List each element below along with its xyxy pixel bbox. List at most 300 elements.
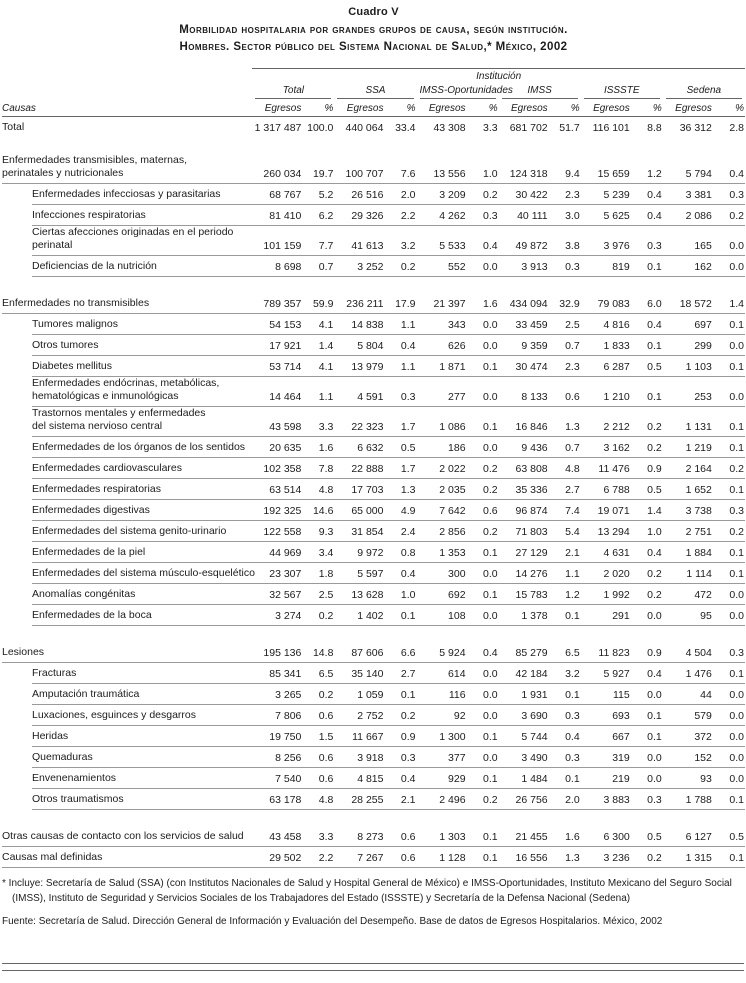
col-group-label: IMSS-Oportunidades xyxy=(420,85,496,99)
egresos-value: 1 652 xyxy=(663,479,717,500)
egresos-value: 1 315 xyxy=(663,847,717,868)
egresos-value: 2 212 xyxy=(581,407,635,437)
egresos-value: 108 xyxy=(417,605,471,626)
egresos-value: 377 xyxy=(417,747,471,768)
egresos-value: 186 xyxy=(417,437,471,458)
percent-value: 0.2 xyxy=(717,458,745,479)
egresos-header: Egresos xyxy=(499,99,553,117)
percent-value: 17.9 xyxy=(388,293,416,314)
egresos-value: 1 103 xyxy=(663,356,717,377)
percent-value: 0.0 xyxy=(635,605,663,626)
percent-value: 0.0 xyxy=(471,747,499,768)
percent-value: 51.7 xyxy=(559,122,580,135)
egresos-value: 3 490 xyxy=(499,747,553,768)
percent-value: 1.1 xyxy=(553,563,581,584)
percent-value: 9.4 xyxy=(553,154,581,184)
percent-value: 7.8 xyxy=(306,458,334,479)
egresos-value: 6 300 xyxy=(581,826,635,847)
percent-value: 0.4 xyxy=(471,642,499,663)
col-group-label: Total xyxy=(255,85,331,99)
egresos-value: 27 129 xyxy=(499,542,553,563)
egresos-value: 26 516 xyxy=(334,184,388,205)
egresos-value: 102 358 xyxy=(252,458,306,479)
percent-value: 0.1 xyxy=(471,826,499,847)
percent-value: 0.0 xyxy=(717,684,745,705)
table-row xyxy=(2,154,745,184)
egresos-value: 21 397 xyxy=(417,293,471,314)
percent-value: 2.5 xyxy=(553,314,581,335)
egresos-value: 692 xyxy=(417,584,471,605)
egresos-value: 43 598 xyxy=(252,407,306,437)
percent-value: 59.9 xyxy=(306,293,334,314)
percent-value: 0.0 xyxy=(717,768,745,789)
egresos-value: 8 256 xyxy=(252,747,306,768)
percent-value: 1.1 xyxy=(388,356,416,377)
egresos-value: 697 xyxy=(663,314,717,335)
egresos-value: 44 xyxy=(663,684,717,705)
percent-value: 0.3 xyxy=(635,789,663,810)
percent-value: 0.1 xyxy=(471,768,499,789)
percent-value: 0.1 xyxy=(553,684,581,705)
col-group-ssa xyxy=(334,83,416,99)
percent-value: 33.4 xyxy=(395,122,416,135)
egresos-value: 440 064 xyxy=(345,122,384,135)
percent-value: 0.2 xyxy=(635,407,663,437)
egresos-value: 1 059 xyxy=(334,684,388,705)
percent-value: 0.9 xyxy=(635,458,663,479)
percent-value: 0.1 xyxy=(717,407,745,437)
egresos-value: 1 086 xyxy=(417,407,471,437)
egresos-value: 35 140 xyxy=(334,663,388,684)
percent-value: 0.6 xyxy=(553,377,581,407)
egresos-value: 101 159 xyxy=(252,226,306,256)
egresos-value: 667 xyxy=(581,726,635,747)
percent-value: 0.1 xyxy=(717,663,745,684)
table-row xyxy=(2,747,745,768)
egresos-value: 65 000 xyxy=(334,500,388,521)
egresos-value: 5 533 xyxy=(417,226,471,256)
egresos-value: 13 294 xyxy=(581,521,635,542)
percent-value: 0.7 xyxy=(553,437,581,458)
percent-value: 0.1 xyxy=(717,789,745,810)
egresos-value: 15 659 xyxy=(581,154,635,184)
percent-value: 0.3 xyxy=(388,747,416,768)
egresos-value: 2 035 xyxy=(417,479,471,500)
egresos-value: 92 xyxy=(417,705,471,726)
percent-value: 0.1 xyxy=(635,726,663,747)
egresos-value: 16 846 xyxy=(499,407,553,437)
percent-value: 0.1 xyxy=(471,726,499,747)
percent-value: 0.5 xyxy=(717,826,745,847)
egresos-value: 319 xyxy=(581,747,635,768)
percent-value: 5.4 xyxy=(553,521,581,542)
table-row xyxy=(2,184,745,205)
egresos-value: 2 752 xyxy=(334,705,388,726)
egresos-value: 5 804 xyxy=(334,335,388,356)
egresos-header: Egresos xyxy=(252,99,306,117)
row-label: Enfermedades del sistema genito-urinario xyxy=(2,521,252,542)
percent-value: 1.5 xyxy=(306,726,334,747)
percent-header: % xyxy=(471,99,499,117)
col-group-label: SSA xyxy=(337,85,413,99)
egresos-value: 81 410 xyxy=(252,205,306,226)
percent-value: 0.6 xyxy=(471,500,499,521)
table-row xyxy=(2,205,745,226)
egresos-header: Egresos xyxy=(334,99,388,117)
percent-value: 0.0 xyxy=(471,377,499,407)
percent-value: 3.3 xyxy=(482,122,498,135)
table-row xyxy=(2,356,745,377)
percent-value: 1.4 xyxy=(635,500,663,521)
row-label: Fracturas xyxy=(2,663,252,684)
percent-value: 7.6 xyxy=(388,154,416,184)
table-row xyxy=(2,605,745,626)
percent-value: 0.2 xyxy=(635,563,663,584)
table-body xyxy=(2,117,745,868)
egresos-value: 4 631 xyxy=(581,542,635,563)
bottom-double-rule xyxy=(2,963,744,971)
egresos-value: 14 276 xyxy=(499,563,553,584)
percent-value: 0.1 xyxy=(553,768,581,789)
causas-header: Causas xyxy=(2,99,252,117)
percent-value: 2.1 xyxy=(553,542,581,563)
egresos-value: 3 162 xyxy=(581,437,635,458)
egresos-value: 434 094 xyxy=(499,293,553,314)
percent-value: 0.6 xyxy=(388,847,416,868)
egresos-value: 1 833 xyxy=(581,335,635,356)
percent-value: 0.1 xyxy=(635,705,663,726)
egresos-value: 2 022 xyxy=(417,458,471,479)
egresos-value: 35 336 xyxy=(499,479,553,500)
egresos-value: 8 133 xyxy=(499,377,553,407)
percent-value: 0.6 xyxy=(306,768,334,789)
egresos-value: 31 854 xyxy=(334,521,388,542)
percent-value: 0.1 xyxy=(635,256,663,277)
egresos-value: 300 xyxy=(417,563,471,584)
egresos-value: 4 262 xyxy=(417,205,471,226)
percent-value: 0.2 xyxy=(306,605,334,626)
egresos-value: 22 323 xyxy=(334,407,388,437)
percent-value: 2.2 xyxy=(388,205,416,226)
percent-value: 6.0 xyxy=(635,293,663,314)
percent-value: 0.1 xyxy=(635,335,663,356)
percent-value: 0.1 xyxy=(471,847,499,868)
percent-value: 2.7 xyxy=(553,479,581,500)
egresos-value: 85 279 xyxy=(499,642,553,663)
egresos-value: 93 xyxy=(663,768,717,789)
table-row xyxy=(2,335,745,356)
percent-value: 0.5 xyxy=(635,356,663,377)
egresos-value: 36 312 xyxy=(679,122,712,135)
percent-value: 0.2 xyxy=(635,437,663,458)
percent-value: 7.7 xyxy=(306,226,334,256)
percent-value: 0.0 xyxy=(471,563,499,584)
table-row xyxy=(2,826,745,847)
egresos-value: 3 274 xyxy=(252,605,306,626)
egresos-value: 219 xyxy=(581,768,635,789)
egresos-value: 11 823 xyxy=(581,642,635,663)
col-group-label: IMSS xyxy=(502,85,578,99)
percent-value: 0.3 xyxy=(717,642,745,663)
percent-value: 0.1 xyxy=(471,584,499,605)
percent-value: 1.4 xyxy=(306,335,334,356)
egresos-header: Egresos xyxy=(417,99,471,117)
percent-value: 1.6 xyxy=(306,437,334,458)
percent-value: 4.8 xyxy=(306,479,334,500)
row-label: Trastornos mentales y enfermedades del sistema nervioso central xyxy=(2,407,252,437)
percent-value: 1.1 xyxy=(388,314,416,335)
table-row xyxy=(2,458,745,479)
percent-value: 2.5 xyxy=(306,584,334,605)
percent-value: 0.4 xyxy=(471,226,499,256)
egresos-value: 3 913 xyxy=(499,256,553,277)
percent-value: 0.0 xyxy=(717,256,745,277)
egresos-value: 116 xyxy=(417,684,471,705)
egresos-value: 11 476 xyxy=(581,458,635,479)
row-spacer-cell xyxy=(2,277,745,293)
percent-value: 0.0 xyxy=(471,684,499,705)
percent-value: 14.6 xyxy=(306,500,334,521)
egresos-value: 5 794 xyxy=(663,154,717,184)
egresos-value: 13 979 xyxy=(334,356,388,377)
egresos-value: 1 317 487 xyxy=(254,122,302,135)
source-note: Fuente: Secretaría de Salud. Dirección General de Información y Evaluación del Desempeño. Base de datos de Egresos Hospitalarios. México, 2002 xyxy=(2,915,663,927)
col-group-label: Sedena xyxy=(666,85,742,99)
percent-value: 0.0 xyxy=(635,768,663,789)
percent-value: 1.4 xyxy=(717,293,745,314)
egresos-value: 19 750 xyxy=(252,726,306,747)
egresos-value: 1 484 xyxy=(499,768,553,789)
footnote: * Incluye: Secretaría de Salud (SSA) (con Institutos Nacionales de Salud y Hospital General de México) e IMSS-Oportunidades, Instituto Mexicano del Seguro Social (IMSS), Instituto de Seguridad y Servicios Sociales de los Trabajadores del Estado (ISSSTE) y Secretaría de la Defensa Nacional (Sedena) xyxy=(2,878,732,904)
percent-value: 0.0 xyxy=(471,705,499,726)
row-label: Enfermedades transmisibles, maternas, perinatales y nutricionales xyxy=(2,154,252,184)
egresos-value: 3 918 xyxy=(334,747,388,768)
table-row xyxy=(2,377,745,407)
percent-value: 3.2 xyxy=(553,663,581,684)
egresos-value: 1 219 xyxy=(663,437,717,458)
percent-value: 0.2 xyxy=(388,705,416,726)
egresos-value: 1 871 xyxy=(417,356,471,377)
percent-value: 0.1 xyxy=(717,847,745,868)
row-label: Enfermedades digestivas xyxy=(2,500,252,521)
percent-value: 1.2 xyxy=(553,584,581,605)
row-spacer xyxy=(2,277,745,293)
egresos-value: 3 265 xyxy=(252,684,306,705)
egresos-value: 260 034 xyxy=(252,154,306,184)
egresos-value: 32 567 xyxy=(252,584,306,605)
percent-value: 6.5 xyxy=(306,663,334,684)
percent-value: 3.3 xyxy=(306,826,334,847)
egresos-value: 2 086 xyxy=(663,205,717,226)
egresos-header: Egresos xyxy=(663,99,717,117)
egresos-value: 5 924 xyxy=(417,642,471,663)
egresos-value: 152 xyxy=(663,747,717,768)
egresos-value: 614 xyxy=(417,663,471,684)
table-row xyxy=(2,117,745,138)
row-spacer-cell xyxy=(2,810,745,826)
egresos-value: 17 921 xyxy=(252,335,306,356)
egresos-value: 28 255 xyxy=(334,789,388,810)
table-row xyxy=(2,584,745,605)
percent-value: 9.3 xyxy=(306,521,334,542)
row-spacer xyxy=(2,810,745,826)
percent-value: 0.0 xyxy=(471,437,499,458)
egresos-value: 162 xyxy=(663,256,717,277)
percent-value: 4.8 xyxy=(306,789,334,810)
row-label: Causas mal definidas xyxy=(2,847,252,868)
percent-value: 0.2 xyxy=(717,521,745,542)
percent-value: 2.3 xyxy=(553,184,581,205)
egresos-value: 3 381 xyxy=(663,184,717,205)
row-label: Enfermedades respiratorias xyxy=(2,479,252,500)
egresos-value: 13 628 xyxy=(334,584,388,605)
percent-value: 1.8 xyxy=(306,563,334,584)
percent-value: 0.4 xyxy=(635,663,663,684)
egresos-value: 42 184 xyxy=(499,663,553,684)
egresos-value: 11 667 xyxy=(334,726,388,747)
egresos-value: 23 307 xyxy=(252,563,306,584)
percent-value: 4.9 xyxy=(388,500,416,521)
percent-value: 6.6 xyxy=(388,642,416,663)
percent-header: % xyxy=(388,99,416,117)
egresos-value: 6 632 xyxy=(334,437,388,458)
egresos-value: 1 128 xyxy=(417,847,471,868)
egresos-value: 343 xyxy=(417,314,471,335)
egresos-value: 16 556 xyxy=(499,847,553,868)
egresos-value: 2 164 xyxy=(663,458,717,479)
percent-value: 0.1 xyxy=(717,542,745,563)
egresos-value: 21 455 xyxy=(499,826,553,847)
percent-value: 0.3 xyxy=(553,747,581,768)
header-spacer xyxy=(2,68,252,83)
table-row xyxy=(2,479,745,500)
row-label: Enfermedades endócrinas, metabólicas, hematológicas e inmunológicas xyxy=(2,377,252,407)
egresos-value: 71 803 xyxy=(499,521,553,542)
percent-value: 0.3 xyxy=(635,226,663,256)
percent-value: 5.2 xyxy=(306,184,334,205)
egresos-value: 17 703 xyxy=(334,479,388,500)
egresos-value: 33 459 xyxy=(499,314,553,335)
percent-value: 0.1 xyxy=(717,563,745,584)
percent-value: 0.0 xyxy=(717,335,745,356)
egresos-value: 3 252 xyxy=(334,256,388,277)
row-label: Enfermedades del sistema músculo-esquelético xyxy=(2,563,252,584)
percent-value: 0.2 xyxy=(717,205,745,226)
percent-value: 0.1 xyxy=(471,356,499,377)
egresos-value: 2 751 xyxy=(663,521,717,542)
percent-value: 2.7 xyxy=(388,663,416,684)
percent-header: % xyxy=(553,99,581,117)
percent-value: 1.0 xyxy=(471,154,499,184)
institution-header: Institución xyxy=(252,68,745,83)
egresos-value: 4 816 xyxy=(581,314,635,335)
table-title-line1: Morbilidad hospitalaria por grandes grupos de causa, según institución. xyxy=(179,24,568,36)
percent-value: 0.0 xyxy=(717,605,745,626)
percent-value: 1.7 xyxy=(388,458,416,479)
percent-value: 1.2 xyxy=(635,154,663,184)
percent-value: 1.3 xyxy=(388,479,416,500)
percent-value: 4.1 xyxy=(306,356,334,377)
egresos-value: 1 131 xyxy=(663,407,717,437)
percent-value: 0.6 xyxy=(306,705,334,726)
percent-value: 0.0 xyxy=(471,605,499,626)
table-row xyxy=(2,768,745,789)
row-label: Diabetes mellitus xyxy=(2,356,252,377)
title-block xyxy=(2,6,745,55)
egresos-value: 3 690 xyxy=(499,705,553,726)
percent-value: 1.1 xyxy=(306,377,334,407)
percent-value: 3.8 xyxy=(553,226,581,256)
egresos-value: 100 707 xyxy=(334,154,388,184)
row-spacer xyxy=(2,626,745,642)
table-row xyxy=(2,437,745,458)
percent-value: 0.2 xyxy=(306,684,334,705)
egresos-value: 253 xyxy=(663,377,717,407)
egresos-value: 7 267 xyxy=(334,847,388,868)
egresos-value: 291 xyxy=(581,605,635,626)
percent-value: 0.7 xyxy=(306,256,334,277)
egresos-value: 2 496 xyxy=(417,789,471,810)
egresos-value: 5 597 xyxy=(334,563,388,584)
row-label: Enfermedades no transmisibles xyxy=(2,293,252,314)
percent-value: 0.4 xyxy=(717,154,745,184)
egresos-value: 14 464 xyxy=(252,377,306,407)
egresos-value: 195 136 xyxy=(252,642,306,663)
egresos-value: 192 325 xyxy=(252,500,306,521)
table-row xyxy=(2,521,745,542)
table-row xyxy=(2,663,745,684)
egresos-value: 5 744 xyxy=(499,726,553,747)
egresos-value: 472 xyxy=(663,584,717,605)
egresos-value: 18 572 xyxy=(663,293,717,314)
egresos-value: 3 738 xyxy=(663,500,717,521)
egresos-value: 1 114 xyxy=(663,563,717,584)
table-row xyxy=(2,705,745,726)
percent-header: % xyxy=(635,99,663,117)
egresos-value: 5 239 xyxy=(581,184,635,205)
percent-value: 6.2 xyxy=(306,205,334,226)
row-label: Otros tumores xyxy=(2,335,252,356)
egresos-value: 3 209 xyxy=(417,184,471,205)
percent-header: % xyxy=(717,99,745,117)
percent-value: 0.1 xyxy=(471,542,499,563)
percent-value: 0.3 xyxy=(553,705,581,726)
egresos-value: 41 613 xyxy=(334,226,388,256)
egresos-value: 26 756 xyxy=(499,789,553,810)
egresos-value: 8 273 xyxy=(334,826,388,847)
percent-value: 0.1 xyxy=(717,356,745,377)
percent-value: 0.5 xyxy=(635,479,663,500)
egresos-value: 165 xyxy=(663,226,717,256)
percent-value: 19.7 xyxy=(306,154,334,184)
egresos-value: 693 xyxy=(581,705,635,726)
percent-value: 2.2 xyxy=(306,847,334,868)
egresos-value: 22 888 xyxy=(334,458,388,479)
egresos-value: 19 071 xyxy=(581,500,635,521)
percent-value: 0.0 xyxy=(717,584,745,605)
egresos-value: 5 927 xyxy=(581,663,635,684)
percent-value: 2.8 xyxy=(729,122,744,135)
egresos-value: 9 972 xyxy=(334,542,388,563)
row-spacer-cell xyxy=(2,138,745,154)
percent-value: 1.3 xyxy=(553,847,581,868)
percent-value: 2.3 xyxy=(553,356,581,377)
percent-value: 0.2 xyxy=(388,256,416,277)
col-group-issste xyxy=(581,83,663,99)
percent-value: 0.8 xyxy=(388,542,416,563)
row-spacer-cell xyxy=(2,626,745,642)
egresos-value: 3 976 xyxy=(581,226,635,256)
